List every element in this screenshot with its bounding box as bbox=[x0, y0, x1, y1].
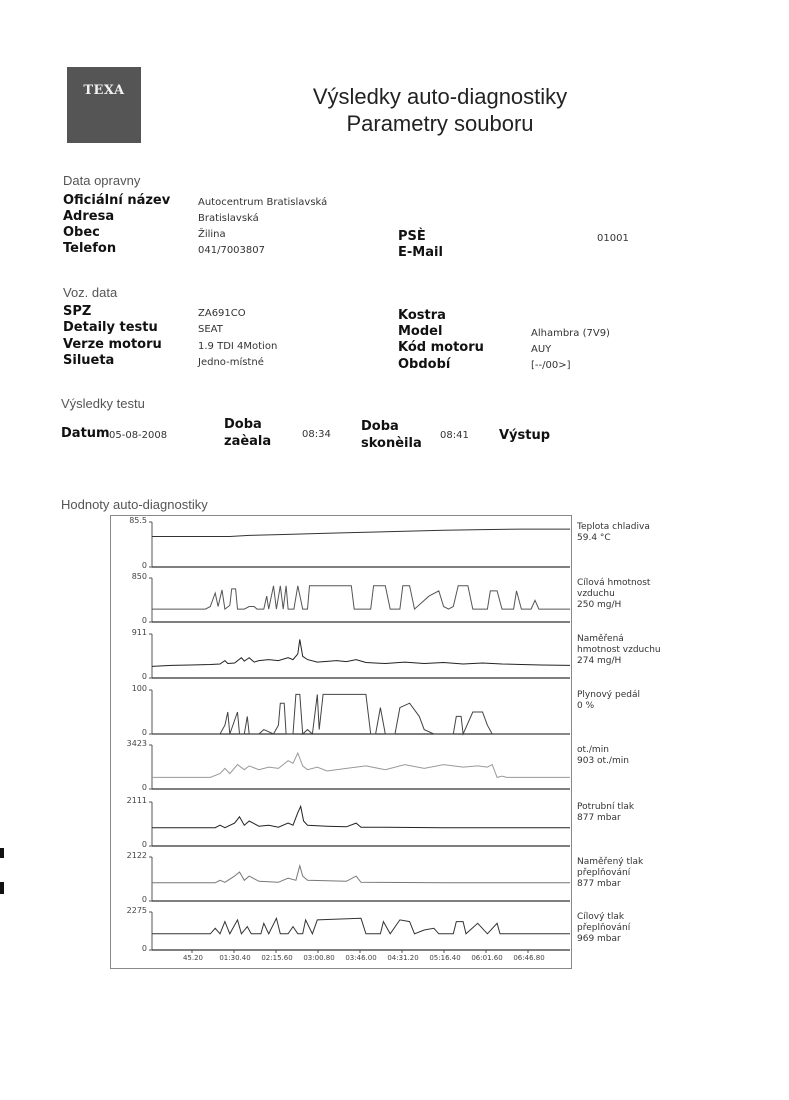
plate-label: SPZ bbox=[63, 304, 92, 319]
series-label: 274 mg/H bbox=[577, 656, 622, 666]
series-label: ot./min bbox=[577, 745, 609, 755]
series-line bbox=[152, 586, 570, 609]
series-label: vzduchu bbox=[577, 589, 615, 599]
x-tick-label: 06:01.60 bbox=[471, 954, 503, 962]
zip-value: 01001 bbox=[597, 233, 629, 244]
series-label: 0 % bbox=[577, 701, 595, 711]
end-label-1: Doba bbox=[361, 419, 399, 434]
y-tick-label-min: 0 bbox=[141, 616, 147, 625]
series-label: Naměřená bbox=[577, 634, 624, 644]
period-value: [--/00>] bbox=[531, 360, 571, 371]
series-line bbox=[152, 866, 570, 883]
plate-value: ZA691CO bbox=[198, 308, 246, 319]
official-name-label: Oficiální název bbox=[63, 193, 171, 208]
x-tick-label: 03:46.00 bbox=[345, 954, 377, 962]
y-tick-label-max: 85.5 bbox=[129, 516, 147, 525]
start-label-2: zaèala bbox=[224, 434, 272, 449]
series-label: 877 mbar bbox=[577, 879, 621, 889]
series-label: 877 mbar bbox=[577, 813, 621, 823]
engine-code-label: Kód motoru bbox=[398, 340, 484, 355]
period-label: Období bbox=[398, 357, 451, 372]
engine-version-value: 1.9 TDI 4Motion bbox=[198, 341, 278, 352]
x-tick-label: 03:00.80 bbox=[303, 954, 335, 962]
test-section-title: Výsledky testu bbox=[61, 396, 145, 411]
y-tick-label-max: 2275 bbox=[126, 906, 147, 915]
x-tick-label: 02:15.60 bbox=[261, 954, 293, 962]
vehicle-section-title: Voz. data bbox=[63, 285, 118, 300]
x-tick-label: 05:16.40 bbox=[429, 954, 461, 962]
series-line bbox=[152, 639, 570, 666]
test-detail-label: Detaily testu bbox=[63, 320, 158, 335]
page-title: Výsledky auto-diagnostiky bbox=[312, 84, 568, 109]
model-label: Model bbox=[398, 324, 443, 339]
y-tick-label-max: 2111 bbox=[126, 796, 147, 805]
body-value: Jedno-místné bbox=[198, 357, 264, 368]
email-label: E-Mail bbox=[398, 245, 443, 260]
end-label-2: skonèila bbox=[361, 436, 422, 451]
city-value: Žilina bbox=[198, 229, 226, 240]
start-value: 08:34 bbox=[302, 429, 331, 440]
x-tick-label: 45.20 bbox=[182, 954, 204, 962]
series-line bbox=[152, 529, 570, 536]
series-label: přeplňování bbox=[577, 923, 631, 933]
y-tick-label-min: 0 bbox=[141, 840, 147, 849]
series-line bbox=[152, 806, 570, 827]
model-value: Alhambra (7V9) bbox=[531, 328, 610, 339]
phone-value: 041/7003807 bbox=[198, 245, 265, 256]
address-label: Adresa bbox=[63, 209, 115, 224]
series-line bbox=[152, 694, 570, 734]
city-label: Obec bbox=[63, 225, 100, 240]
series-label: 250 mg/H bbox=[577, 600, 622, 610]
y-tick-label-max: 3423 bbox=[126, 739, 147, 748]
series-label: Plynový pedál bbox=[577, 690, 640, 700]
engine-code-value: AUY bbox=[531, 344, 552, 355]
test-detail-value: SEAT bbox=[198, 324, 223, 335]
series-label: 59.4 °C bbox=[577, 533, 611, 543]
workshop-section-title: Data opravny bbox=[63, 173, 141, 188]
y-tick-label-min: 0 bbox=[141, 561, 147, 570]
date-label: Datum bbox=[61, 426, 110, 441]
x-tick-label: 01:30.40 bbox=[219, 954, 251, 962]
series-label: přeplňování bbox=[577, 868, 631, 878]
series-label: 969 mbar bbox=[577, 934, 621, 944]
series-line bbox=[152, 753, 570, 777]
output-label: Výstup bbox=[499, 428, 551, 443]
engine-version-label: Verze motoru bbox=[63, 337, 162, 352]
series-label: hmotnost vzduchu bbox=[577, 645, 661, 655]
logo-text: TEXA bbox=[83, 83, 125, 98]
series-label: Teplota chladiva bbox=[577, 522, 650, 532]
official-name-value: Autocentrum Bratislavská bbox=[198, 197, 328, 208]
y-tick-label-min: 0 bbox=[141, 944, 147, 953]
y-tick-label-min: 0 bbox=[141, 783, 147, 792]
zip-label: PSÈ bbox=[398, 229, 426, 244]
x-tick-label: 06:46.80 bbox=[513, 954, 545, 962]
y-tick-label-min: 0 bbox=[141, 672, 147, 681]
y-tick-label-max: 911 bbox=[131, 628, 147, 637]
series-label: Cílová hmotnost bbox=[577, 578, 651, 588]
x-tick-label: 04:31.20 bbox=[387, 954, 419, 962]
series-label: Naměřený tlak bbox=[577, 857, 644, 867]
y-tick-label-min: 0 bbox=[141, 728, 147, 737]
chart-section-title: Hodnoty auto-diagnostiky bbox=[61, 497, 208, 512]
end-value: 08:41 bbox=[440, 430, 469, 441]
start-label-1: Doba bbox=[224, 417, 262, 432]
phone-label: Telefon bbox=[63, 241, 117, 256]
series-label: Potrubní tlak bbox=[577, 802, 635, 812]
series-line bbox=[152, 918, 570, 934]
y-tick-label-min: 0 bbox=[141, 895, 147, 904]
y-tick-label-max: 2122 bbox=[126, 851, 147, 860]
body-label: Silueta bbox=[63, 353, 115, 368]
series-label: Cílový tlak bbox=[577, 912, 625, 922]
page-subtitle: Parametry souboru bbox=[346, 111, 534, 136]
chassis-label: Kostra bbox=[398, 308, 446, 323]
y-tick-label-max: 850 bbox=[131, 572, 147, 581]
y-tick-label-max: 100 bbox=[131, 684, 147, 693]
series-label: 903 ot./min bbox=[577, 756, 629, 766]
address-value: Bratislavská bbox=[198, 213, 259, 224]
date-value: 05-08-2008 bbox=[109, 430, 168, 441]
